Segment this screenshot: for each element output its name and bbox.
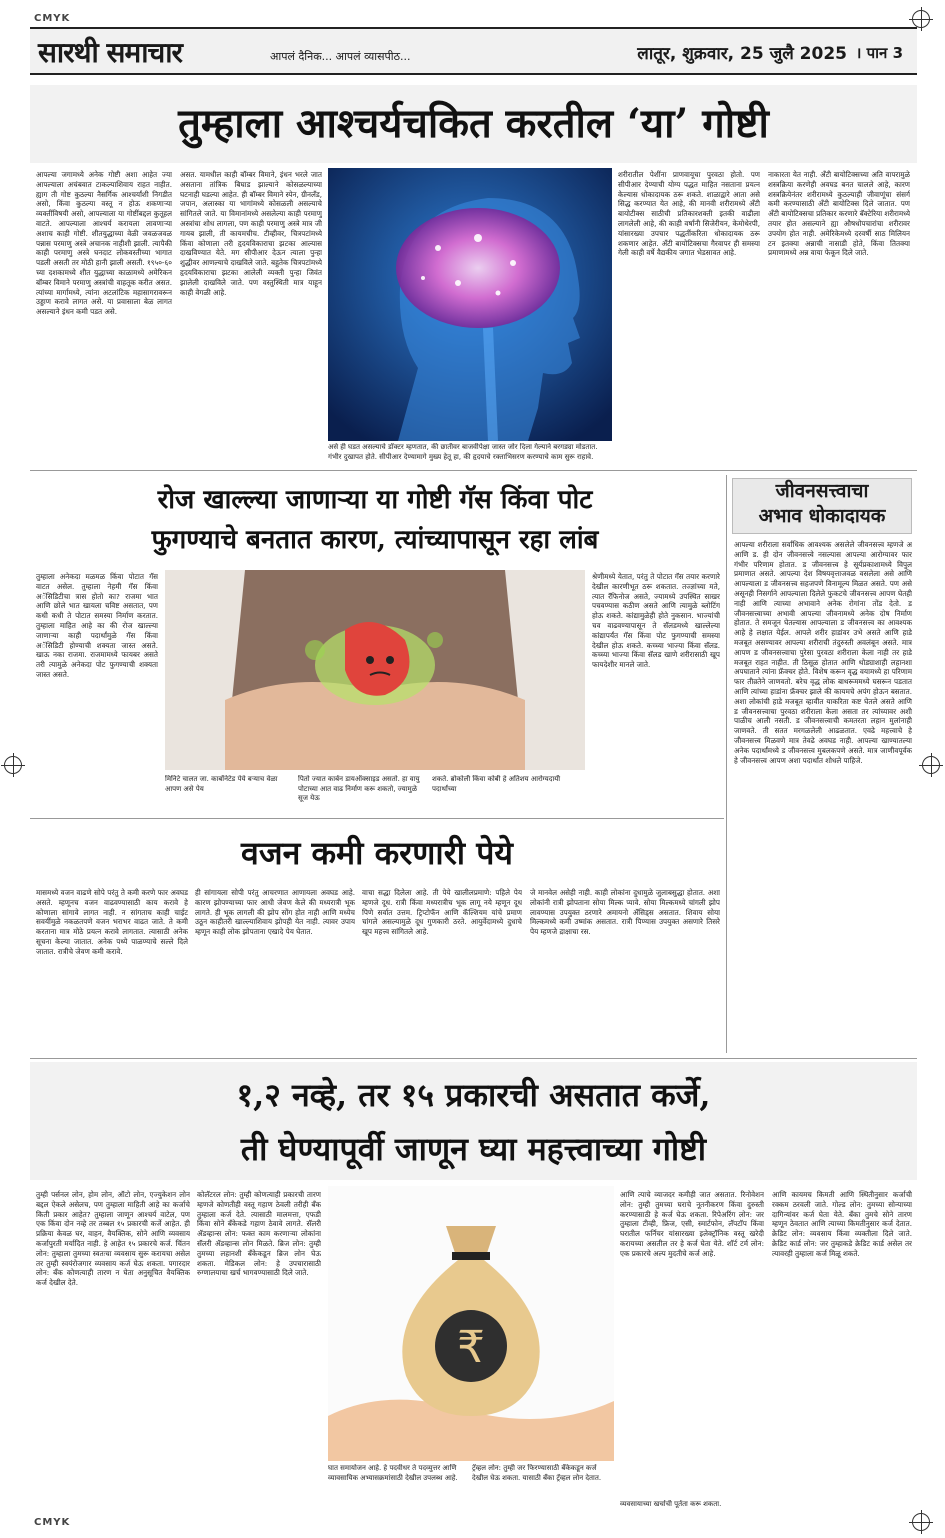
- story4-column-2: कोलॅटरल लोन: तुम्ही कोणत्याही प्रकारची तारण म्हणजे कोणतीही वस्तू गहाण ठेवली तरीही बँक तुम्हाला कर्ज देते. त्यासाठी मालमत्ता, एफडी किंवा सोने बँकेकडे गहाण ठेवावे लागते. सॅलरी ॲडव्हान्स लोन: फक्त काम करणाऱ्या लोकांना सॅलरी ॲडव्हान्स लोन मिळते. ब्रिज लोन: तुम्ही तुमच्या लहानशी बँकेकडून ब्रिज लोन घेऊ शकता. मेडिकल लोन: हे उपचारासाठी रुग्णालयाचा खर्च भागवण्यासाठी दिले जाते.: [197, 1190, 321, 1278]
- registration-mark-icon: [922, 756, 940, 774]
- story2-headline-line2: फुगण्याचे बनतात कारण, त्यांच्यापासून रहा लांब: [151, 525, 599, 555]
- brain-illustration: [328, 168, 612, 441]
- sidebar-headline-line2: अभाव धोकादायक: [758, 505, 886, 527]
- sidebar-headline: [732, 478, 912, 534]
- story3-column-3: वाचा सद्धा दिलेला आहे. ती पेये खालीलप्रमाणे: पहिले पेय म्हणजे दूध. रात्री किंवा मध्यरात्रीच भूक लागू नये म्हणून दूध पिणे सर्वात उत्तम. ट्रिप्टोफॅन आणि कॅल्शियम यांचे प्रमाण चांगले असल्यामुळे दूध गुणकारी ठरते. आयुर्वेदामध्ये दुधाचे खूप महत्त्व सांगितले आहे.: [362, 888, 522, 937]
- story2-caption-b: पितो ज्यात कार्बन डायऑक्साइड असतो. हा वायु पोटाच्या आत वाढ निर्माण करू शकतो, ज्यामुळे सूज येऊ: [298, 775, 420, 802]
- story2-headline-line1: रोज खाल्ल्या जाणाऱ्या या गोष्टी गॅस किंवा पोट: [157, 485, 593, 515]
- story1-column-4: शरीरातील पेशींना प्राणवायूचा पुरवठा होतो. पण सीपीआर देण्याची योग्य पद्धत माहित नसताना प्रयत्न केल्यास धोकादायक ठरू शकते. शाळाद्वारे आता असे सिद्ध करण्यात येत आहे, की मानवी शरीरामध्ये अँटी बायोटीक्स साठीची प्रतिकारशक्ती इतकी वाढीला लागलेली आहे, की काही वर्षांनी सिजेरीयन, केमोथेरपी, यांसारख्या उपचार पद्धतींकरिता धोकादायक ठरू शकणार आहेत. अँटी बायोटिक्सचा गैरवापर ही समस्या गेली काही वर्षे वैद्यकीय जगात भेडसावत आहे.: [618, 170, 760, 258]
- money-bag-illustration: [328, 1186, 614, 1461]
- sidebar-headline-line1: जीवनसत्त्वाचा: [775, 480, 869, 502]
- story2-headline: [30, 475, 720, 565]
- story4-headline-line2: ती घेण्यापूर्वी जाणून घ्या महत्त्वाच्या गोष्टी: [240, 1130, 707, 1168]
- story4-caption-c: व्यवसायाच्या खर्चाची पूर्तता करू शकता.: [620, 1500, 722, 1508]
- registration-mark-icon: [912, 1513, 930, 1531]
- story4-headline-line1: १,२ नव्हे, तर १५ प्रकारची असतात कर्जे,: [236, 1076, 711, 1114]
- story1-column-5: नाकारता येत नाही. अँटी बायोटिक्सच्या अति वापरामुळे शस्त्रक्रिया करणेही अवघड बनत चालले आहे, कारण शस्त्रक्रियेनंतर शरीरामध्ये कुठल्याही जीवाणूंचा संसर्ग कमी करण्यासाठी अँटी बायोटिक्स दिले जातात. पण अँटी बायोटिक्सचा प्रतिकार करणारे बॅक्टेरिया शरीरामध्ये तयार होत असल्याने ह्या औषधोपचारांचा शरीरावर उपयोग होत नाही. अमेरिकेमध्ये दरवर्षी साठ मिलियन टन इतक्या अन्नाची नासाडी होते, किंवा तितक्या प्रमाणामध्ये अन्न वाया फेकून दिले जाते.: [768, 170, 910, 258]
- story4-caption-b: ट्रॅव्हल लोन: तुम्ही जर फिरण्यासाठी बँकेकडून कर्ज देखील घेऊ शकता. यासाठी बँका ट्रॅव्हल लोन देतात.: [472, 1464, 602, 1482]
- story1-headline: तुम्हाला आश्चर्यचकित करतील ‘या’ गोष्टी: [30, 85, 917, 163]
- cmyk-mark-bottom: CMYK: [34, 1517, 71, 1528]
- story4-column-3: आणि त्याचे व्याजदर कमीही जात असतात. रिनोवेशन लोन: तुम्ही तुमच्या घराचे नूतनीकरण किंवा दुरुस्ती करण्यासाठी हे कर्ज घेऊ शकता. रिपेअरिंग लोन: जर तुम्हाला टीव्ही, फ्रिज, एसी, स्मार्टफोन, लॅपटॉप किंवा घरातील फर्निचर यांसारख्या इलेक्ट्रॉनिक वस्तू खरेदी करायच्या असतील तर हे कर्ज घेता येते. शॉर्ट टर्म लोन: एक प्रकारचे अल्प मुदतीचे कर्ज आहे.: [620, 1190, 764, 1258]
- story2-caption-c: शकते. ब्रोकोली किंवा कोबी हे अतिशय आरोग्यदायी पदार्थांच्या: [432, 775, 561, 793]
- story4-caption-a: घात समायोजन आहे. हे पदवीधर ते पदव्युत्तर आणि व्यावसायिक अभ्यासक्रमांसाठी देखील उपलब्ध आहे.: [328, 1464, 458, 1482]
- rupee-icon: ₹: [457, 1322, 485, 1373]
- story1-caption: असे ही घडत असल्याचे डॉक्टर म्हणतात, की छातीवर बाजवीपेक्षा जास्त जोर दिला गेल्याने बरगड्या मोडतात. गंभीर दुखापत होते. सीपीआर देण्यामागे मुख्य हेतू हा, की हृदयाचे रक्ताभिसरण करण्याचे काम सुरू राहावे.: [328, 443, 598, 461]
- registration-mark-icon: [4, 756, 22, 774]
- story2-column-1: तुम्हाला अनेकदा मळमळ किंवा पोटात गॅस वाटत असेल. तुम्हाला नेहमी गॅस किंवा अॅसिडिटीचा त्रास होतो का? राजमा भात आणि छोले भात खायला चविष्ट असतात, पण कधी कधी ते पोटात समस्या निर्माण करतात. तुम्हाला माहित आहे का की रोज खाल्ल्या जाणाऱ्या काही पदार्थांमुळे गॅस किंवा अॅसिडिटी होण्याची शक्यता जास्त असते. खाऊ नका राजमा. राजमामध्ये फायबर असते तरी त्यामुळे अनेकदा पोट फुगण्याची शक्यता जास्त असते.: [36, 572, 158, 679]
- story3-headline: वजन कमी करणारी पेये: [30, 824, 724, 882]
- story2-caption-a: मिनिटे चालत जा. कार्बोनेटेड पेये बऱ्याच वेळा आपण असे पेय: [165, 775, 278, 793]
- dateline: लातूर, शुक्रवार, 25 जुलै 2025: [637, 44, 847, 64]
- story1-column-2: असत. यामधील काही बॉम्बर विमाने, इंधन भरले जात असताना तांत्रिक बिघाड झाल्याने कोसळल्याच्या घटनाही घडल्या आहेत. ही बॉम्बर विमाने स्पेन, ग्रीनलँड, जपान, अलास्का या भागांमध्ये कोसळली असल्याचे सांगितले जाते. या विमानांमध्ये असलेल्या काही परमाणु अस्त्रांचा शोध लागला, पण काही परमाणु अस्त्रे मात्र जी गायब झाली, ती कायमचीच. टीव्हीवर, चित्रपटांमध्ये किंवा कोणाला तरी हृदयविकाराचा झटका आल्यास दाखविण्यात येते. मग सीपीआर देऊन त्याला पुन्हा शुद्धीवर आणल्याचे दाखविले जाते. बहुतेक चित्रपटांमध्ये हृदयविकाराचा झटका आलेली व्यक्ती पुन्हा जिवंत झालेली दाखविले जाते. पण वस्तुस्थिती मात्र याहून काही वेगळी आहे.: [180, 170, 322, 297]
- story3-column-1: मासमध्ये वजन वाढणे सोपे परंतु ते कमी करणे फार अवघड असते. म्हणूनच वजन वाढवण्यासाठी काय करावे हे कोणाला सांगावे लागत नाही. न सांगताच काही चाईट सवयींमुळे नकळतपणे वजन भराभर वाढत जाते. ते कमी करताना मात्र मोठे प्रयत्न करावे लागतात. त्यासाठी अनेक सूचना केल्या जातात. अनेक पथ्ये पाळण्याचे सल्ले दिले जातात. रात्रीचे जेवण कमी करावे.: [36, 888, 188, 956]
- story4-column-4: आणि कायमच किमती आणि स्थितीनुसार कर्जाची रक्कम ठरवली जाते. गोल्ड लोन: तुमच्या सोन्याच्या दागिन्यांवर कर्ज घेता येते. बँका तुमचे सोने तारण म्हणून ठेवतात आणि त्याच्या किमतीनुसार कर्ज देतात. क्रेडिट लोन: व्यवसाय किंवा व्यक्तीला दिले जाते. क्रेडिट कार्ड लोन: जर तुम्हाकडे क्रेडिट कार्ड असेल तर त्यावरही तुम्हाला कर्ज मिळू शकते.: [772, 1190, 912, 1258]
- masthead: [30, 27, 917, 75]
- cmyk-mark-top: CMYK: [34, 13, 71, 24]
- story3-column-2: ही सांगायला सोपी परंतु आचरणात आणायला अवघड आहे. कारण झोपण्याच्या फार आधी जेवण केले की मध्यरात्री भूक लागते. ही भूक लागली की झोप सोंग होत नाही आणि मध्येच उठून काहीतरी खाल्ल्याशिवाय झोपही येत नाही. त्यावर उपाय म्हणून काही लोक झोपताना एखादे पेय घेतात.: [195, 888, 355, 937]
- newspaper-name: सारथी समाचार: [38, 36, 182, 69]
- stomach-illustration: [165, 570, 585, 770]
- story4-headline: [30, 1062, 917, 1180]
- tagline: आपलं दैनिक... आपलं व्यासपीठ...: [270, 50, 411, 63]
- story1-column-1: आपल्या जगामध्ये अनेक गोष्टी अशा आहेत ज्या आपल्याला अचंबवात टाकल्याशिवाय राहत नाहीत. ह्याग ती गोष्ट कुठल्या नैसर्गिक आश्चर्यांशी निगडीत असो, किंवा कुठल्या वस्तू न होऊ शकणाऱ्या व्यक्तींविषयी असो, आपल्याला या गोष्टींबद्दल कुतूहल वाटते. आपल्याला आश्चर्य करायला लावणाऱ्या अशाच काही गोष्टी. शीतयुद्धाच्या वेळी जवळजवळ पन्नास परमाणु अस्त्रे अचानक नाहीशी झाली. त्यापैकी काही परमाणु अस्त्रे घनदाट लोकवस्तीच्या भागात पडली असती तर मोठी हानी झाली असती. १९५०-६० च्या दशकामध्ये शीत युद्धाच्या काळामध्ये अमेरिकन बॉम्बर विमाने परमाणु अस्त्रांची वाहतूक करीत असत. त्यांच्या मार्गामध्ये, त्यांना अटलांटिक महासागरावरून उड्डाण करावे लागत असे. या प्रवासाला बेळ लागत असल्याने इंधन कमी पडत असे.: [36, 170, 172, 317]
- page-number: । पान 3: [855, 44, 903, 62]
- story2-column-3: श्रेणीमध्ये येतात, परंतु ते पोटात गॅस तयार करणारे देखील कारणीभूत ठरू शकतात. तज्ज्ञांच्या मते, त्यात रॅफिनोज असते, ज्यामध्ये उपस्थित साखर पचवण्यास कठीण असते आणि त्यामुळे ब्लोटिंग होऊ शकते. कांद्यामुळेही होते नुकसान. भाज्यांची चव वाढवण्यापासून ते सॅलडमध्ये खाल्लेल्या कांद्यापर्यंत गॅस किंवा पोट फुगण्याची समस्या देखील होऊ शकते. कच्च्या भाज्या किंवा सॅलड. कच्च्या भाज्या किंवा सॅलड खाणे शरीरासाठी खूप फायदेशीर मानले जाते.: [592, 572, 720, 670]
- story4-column-1: तुम्ही पर्सनल लोन, होम लोन, ऑटो लोन, एज्युकेशन लोन बद्दल ऐकले असेलच, पण तुम्हाला माहिती आहे का कर्जाचे किती प्रकार आहेत? तुम्हाला जाणून आश्चर्य वाटेल, पण एक किंवा दोन नव्हे तर तब्बल १५ प्रकारची कर्जे आहेत. ही प्रक्रिया केवळ घर, वाहन, वैयक्तिक, सोने आणि व्यवसाय कर्जापुरती मर्यादित नाही. हे आहेत १५ प्रकारचे कर्ज. चिंतन लोन: तुम्हाला तुमच्या स्वतःचा व्यवसाय सुरू करायचा असेल तर तुम्ही स्वयंरोजगार व्यवसाय कर्ज घेऊ शकता. पगारदार लोन: बँक कोणत्याही तारण न घेता अनुसूचित वैयक्तिक कर्ज देखील देते.: [36, 1190, 190, 1288]
- sidebar-text: आपल्या शरीराला सर्वांधिक आवश्यक असलेले जीवनसत्त्व म्हणजे अ आणि ड. ही दोन जीवनसत्त्वे नसल्यास आपल्या आरोग्यावर फार गंभीर परिणाम होतात. ड जीवनसत्त्व हे सूर्यप्रकाशामध्ये विपुल प्रमाणात असते. आपल्या देश विषयवृत्ताजवळ वसलेला असे आणि आपल्याला ड जीवनसत्त्व सहजपणे विनामूल्य मिळत असते. पण असे असूनही निसर्गाने आपल्याला दिलेले फुकटचे जीवनसत्त्व आपण घेतही नाही आणि त्याच्या अभावाने अनेक रोगांना तोंड देतो. ड जीवनसत्त्वाच्या अभावी आपल्या जीवनामध्ये अनेक दोष निर्माण होतात. ते समजून घेतल्यास आपल्याला ड जीवनसत्त्व का आवश्यक आहे हे लक्षात येईल. आपले शरीर हाडांवर उभे असते आणि हाडे मजबूत असण्यावर आपल्या शरीराची तंदुरुस्ती अवलंबून असते. मात्र आपण ड जीवनसत्त्वाचा पुरेसा पुरवठा शरीराला केला नाही तर हाडे मजबूत राहत नाहीत. ती ठिसूळ होतात आणि थोड्याशाही लहानशा अपघाताने त्यांना फ्रॅक्चर होते. विशेष करून वृद्ध वयामध्ये हा परिणाम फार तीव्रतेने जाणवतो. बरेच वृद्ध लोक बाथरूममध्ये घसरून पडतात आणि त्यांच्या हाडांना फ्रॅक्चर झाले की कायमचे अपंग होऊन बसतात. अशा लोकांची हाडे मजबूत व्हावीत याकरिता कष्ट घेतले असते आणि ड जीवनसत्त्वाचा पुरवठा शरीराला केला असता तर त्यांच्यावर अशी पाळीच आली नसती. ड जीवनसत्त्वाची कमतरता लहान मुलांनाही जाणवते. ती सतत मरगळलेली आढळतात. एवढे महत्त्वाचे हे जीवनसत्त्व मिळवणे मात्र तेवढे अवघड नाही. आपल्या खाण्यातल्या अनेक पदार्थांमध्ये ड जीवनसत्त्व मुबलकपणे असते. मात्र जाणीवपूर्वक हे जीवनसत्त्व आपण अशा पदार्थांत शोधले पाहिजे.: [734, 540, 912, 765]
- registration-mark-icon: [912, 10, 930, 28]
- story3-column-4: जे मानवेल असेही नाही. काही लोकांना दुधामुळे जुलाबसुद्धा होतात. अशा लोकांनी रात्री झोपताना सोया मिल्क प्यावे. सोया मिल्कमध्ये चांगली झोप लावण्यास उपयुक्त ठरणारे अमायनो ॲसिड्स असतात. शिवाय सोया मिल्कमध्ये कमी उष्मांक असतात. रात्री पिण्यास उपयुक्त असणारे तिसरे पेय म्हणजे द्राक्षाचा रस.: [530, 888, 720, 937]
